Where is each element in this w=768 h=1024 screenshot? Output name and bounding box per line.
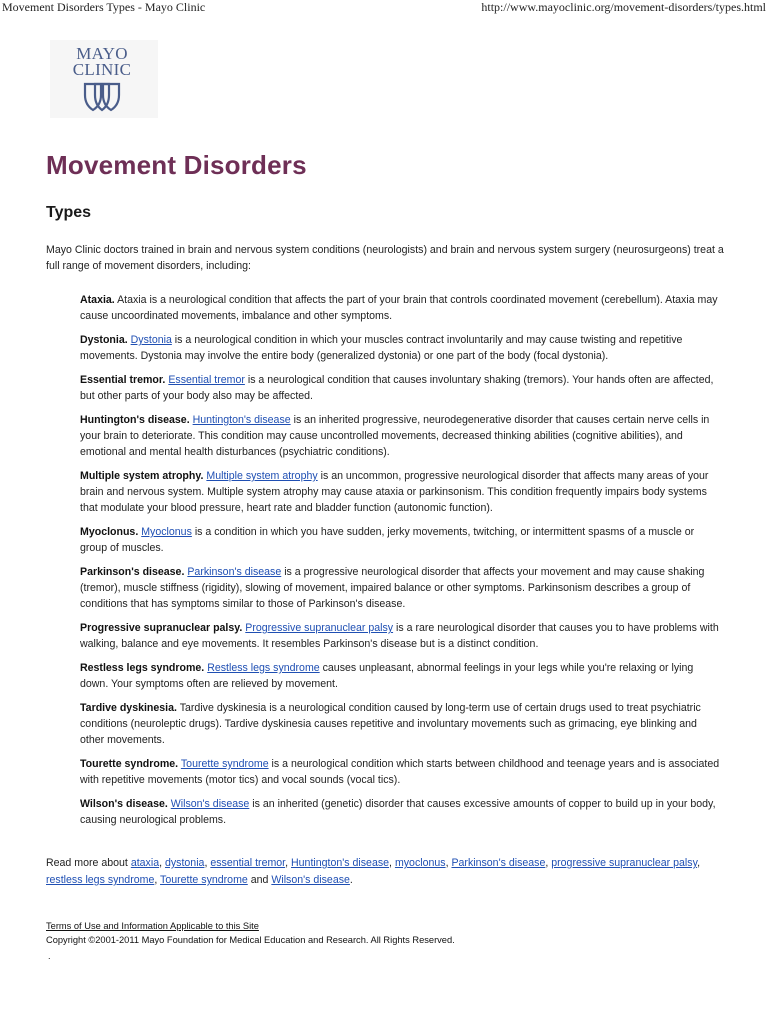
disorder-link[interactable]: Parkinson's disease <box>187 566 282 578</box>
disorder-item <box>80 524 722 556</box>
disorder-link[interactable]: Dystonia <box>130 334 172 346</box>
footer <box>46 919 726 961</box>
disorder-item <box>80 700 722 748</box>
read-more-separator: , <box>697 857 701 869</box>
footer-dot: . <box>48 951 51 961</box>
disorder-link[interactable]: Essential tremor <box>168 374 245 386</box>
mayo-clinic-logo[interactable] <box>50 40 158 118</box>
copyright-text: Copyright ©2001-2011 Mayo Foundation for Medical Education and Research. All Rights Reserved. <box>46 935 455 945</box>
disorder-name: Tourette syndrome. <box>80 758 179 770</box>
print-page-url: http://www.mayoclinic.org/movement-disorders/types.html <box>481 0 766 14</box>
disorder-name: Tardive dyskinesia. <box>80 702 177 714</box>
disorder-description: is a condition in which you have sudden, jerky movements, twitching, or intermittent spasms of a muscle or group of muscles. <box>80 526 695 554</box>
disorder-item <box>80 468 722 516</box>
disorder-link[interactable]: Huntington's disease <box>192 414 291 426</box>
read-more-link[interactable]: restless legs syndrome <box>46 874 155 886</box>
disorder-description: is a neurological condition which starts between childhood and teenage years and is associated with repetitive movements (motor tics) and vocal sounds (vocal tics). <box>80 758 720 786</box>
disorder-link[interactable]: Wilson's disease <box>170 798 250 810</box>
disorder-link[interactable]: Tourette syndrome <box>180 758 269 770</box>
disorder-description: is an inherited (genetic) disorder that causes excessive amounts of copper to build up in your body, causing neurological problems. <box>80 798 716 826</box>
read-more-suffix: . <box>349 874 353 886</box>
read-more-separator: , <box>204 857 211 869</box>
read-more-link[interactable]: progressive supranuclear palsy <box>551 857 698 869</box>
disorder-name: Progressive supranuclear palsy. <box>80 622 243 634</box>
print-page-title: Movement Disorders Types - Mayo Clinic <box>2 0 206 14</box>
logo-text: MAYO CLINIC <box>72 44 132 79</box>
terms-of-use-link[interactable]: Terms of Use and Information Applicable to this Site <box>46 921 259 931</box>
disorder-description: Tardive dyskinesia is a neurological condition caused by long-term use of certain drugs used to treat psychiatric conditions (neuroleptic drugs). Tardive dyskinesia causes repetitive and involuntary movements such as grimacing, eye blinking and other movements. <box>80 702 701 746</box>
disorder-name: Myoclonus. <box>80 526 139 538</box>
read-more-separator: , <box>154 874 161 886</box>
read-more-link[interactable]: myoclonus <box>394 857 446 869</box>
disorder-item <box>80 756 722 788</box>
disorder-list <box>80 292 722 836</box>
disorder-item <box>80 332 722 364</box>
disorder-name: Restless legs syndrome. <box>80 662 205 674</box>
disorder-name: Essential tremor. <box>80 374 166 386</box>
intro-paragraph: Mayo Clinic doctors trained in brain and nervous system conditions (neurologists) and brain and nervous system surgery (neurosurgeons) treat a full range of movement disorders, including: <box>46 244 724 272</box>
disorder-description: is a neurological condition that causes involuntary shaking (tremors). Your hands often are affected, but other parts of your body also may be affected. <box>80 374 714 402</box>
disorder-item <box>80 620 722 652</box>
read-more-link[interactable]: ataxia <box>130 857 160 869</box>
read-more-prefix: Read more about <box>46 857 131 869</box>
read-more-separator: , <box>159 857 165 869</box>
read-more-paragraph <box>46 855 726 889</box>
disorder-item <box>80 372 722 404</box>
read-more-link[interactable]: essential tremor <box>210 857 286 869</box>
disorder-link[interactable]: Myoclonus <box>141 526 192 538</box>
disorder-description: Ataxia is a neurological condition that affects the part of your brain that controls coordinated movement (cerebellum). Ataxia may cause uncoordinated movements, imbalance and other symptoms. <box>80 294 718 322</box>
disorder-name: Multiple system atrophy. <box>80 470 204 482</box>
read-more-link[interactable]: Wilson's disease <box>271 874 350 886</box>
disorder-name: Wilson's disease. <box>80 798 168 810</box>
mayo-shields-icon <box>82 80 122 114</box>
disorder-name: Dystonia. <box>80 334 128 346</box>
read-more-separator: and <box>247 874 272 886</box>
disorder-description: is a progressive neurological disorder that affects your movement and may cause shaking (tremor), muscle stiffness (rigidity), slowing of movement, impaired balance or other symptoms. Parkinsonism describes a group of conditions that has symptoms similar to those of Parkinson's disease. <box>80 566 705 610</box>
read-more-separator: , <box>389 857 395 869</box>
disorder-name: Huntington's disease. <box>80 414 190 426</box>
section-title: Types <box>46 204 92 221</box>
print-header <box>0 0 768 18</box>
disorder-description: is an inherited progressive, neurodegenerative disorder that causes certain nerve cells in your brain to deteriorate. This condition may cause uncontrolled movements, decreased thinking abilities (cognitive abilities), and emotional and mental health disturbances (psychiatric conditions). <box>80 414 710 458</box>
page-title: Movement Disorders <box>46 150 307 180</box>
read-more-link[interactable]: dystonia <box>164 857 205 869</box>
disorder-name: Ataxia. <box>80 294 115 306</box>
disorder-name: Parkinson's disease. <box>80 566 185 578</box>
disorder-description: is an uncommon, progressive neurological disorder that affects many areas of your brain and nervous system. Multiple system atrophy may cause ataxia or parkinsonism. This condition frequently impairs body systems that modulate your blood pressure, heart rate and bladder function (autonomic function). <box>80 470 709 514</box>
disorder-item <box>80 660 722 692</box>
disorder-description: is a rare neurological disorder that causes you to have problems with walking, balance and eye movements. It resembles Parkinson's disease but is a distinct condition. <box>80 622 719 650</box>
read-more-link[interactable]: Tourette syndrome <box>160 874 248 886</box>
read-more-separator: , <box>285 857 292 869</box>
read-more-link[interactable]: Huntington's disease <box>291 857 390 869</box>
read-more-separator: , <box>545 857 552 869</box>
disorder-description: causes unpleasant, abnormal feelings in your legs while you're relaxing or lying down. Your symptoms often are relieved by movement. <box>80 662 694 690</box>
disorder-item <box>80 796 722 828</box>
disorder-item <box>80 292 722 324</box>
disorder-item <box>80 412 722 460</box>
read-more-link[interactable]: Parkinson's disease <box>451 857 546 869</box>
disorder-link[interactable]: Restless legs syndrome <box>207 662 320 674</box>
disorder-link[interactable]: Multiple system atrophy <box>206 470 318 482</box>
disorder-item <box>80 564 722 612</box>
disorder-link[interactable]: Progressive supranuclear palsy <box>245 622 394 634</box>
read-more-separator: , <box>445 857 452 869</box>
disorder-description: is a neurological condition in which your muscles contract involuntarily and may cause twisting and repetitive movements. Dystonia may involve the entire body (generalized dystonia) or one part of the body (focal dystonia). <box>80 334 683 362</box>
